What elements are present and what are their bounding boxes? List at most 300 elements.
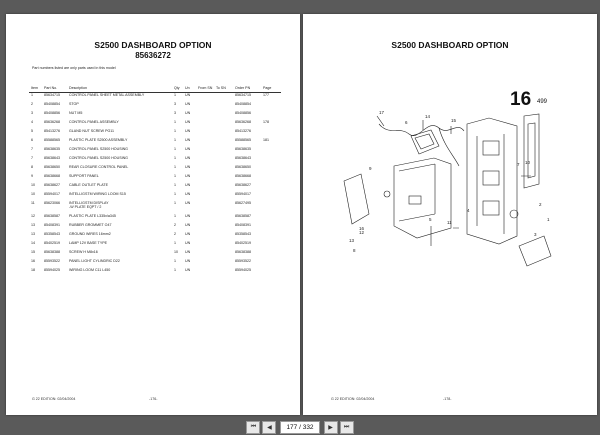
cell-description-text: PLASTIC PLATE L335x/a345 xyxy=(69,214,116,218)
panel-frame-shape xyxy=(467,118,517,244)
cell-description xyxy=(67,250,172,259)
cell-un xyxy=(183,268,196,277)
cell-from-sn xyxy=(196,223,214,232)
cell-to-sn xyxy=(214,138,233,147)
cell-qty xyxy=(172,147,183,156)
col-to-sn: To SN xyxy=(214,84,233,93)
cell-order-pn xyxy=(233,165,261,174)
cell-page-text: 177 xyxy=(263,93,269,97)
cell-qty xyxy=(172,214,183,223)
cell-order-pn-text: 85627495 xyxy=(235,201,251,205)
table-row xyxy=(29,93,281,103)
cell-order-pn-text: 85636268 xyxy=(235,120,251,124)
cell-order-pn xyxy=(233,250,261,259)
cell-item-text: 7 xyxy=(31,147,33,151)
cell-item xyxy=(29,174,42,183)
cell-order-pn-text: 85638388 xyxy=(235,250,251,254)
cell-item xyxy=(29,165,42,174)
cell-part-no xyxy=(42,93,67,103)
cell-qty-text: 1 xyxy=(174,241,176,245)
cell-part-no xyxy=(42,250,67,259)
cell-description-text: PANEL LIGHT CYLINDRIC D22 xyxy=(69,259,120,263)
prev-page-button[interactable] xyxy=(262,421,276,434)
prev-page-icon: ◀ xyxy=(267,424,272,431)
cell-page xyxy=(261,183,281,192)
figure-number: 16 xyxy=(510,89,532,110)
cell-qty xyxy=(172,232,183,241)
cell-description xyxy=(67,214,172,223)
col-order-pn: Order PN xyxy=(233,84,261,93)
cell-item-text: 18 xyxy=(31,268,35,272)
cell-description-text: INTELLIGSTM DISPLAY xyxy=(69,201,109,205)
cell-description-text: CABLE OUTLET PLATE xyxy=(69,183,109,187)
cell-un-text: UN xyxy=(185,268,191,272)
cell-part-no xyxy=(42,165,67,174)
cell-un xyxy=(183,138,196,147)
cell-order-pn xyxy=(233,201,261,214)
cell-item-text: 11 xyxy=(31,201,35,205)
cell-description-text: GROUND WIRES 16mm2 xyxy=(69,232,111,236)
cell-un-text: UN xyxy=(185,147,191,151)
cell-order-pn-text: 85408856 xyxy=(235,111,251,115)
cell-qty xyxy=(172,111,183,120)
cell-order-pn xyxy=(233,120,261,129)
cell-un-text: UN xyxy=(185,250,191,254)
cell-description xyxy=(67,268,172,277)
cell-description xyxy=(67,259,172,268)
table-row xyxy=(29,138,281,147)
callout-label: 6 xyxy=(405,120,408,125)
cell-to-sn xyxy=(214,192,233,201)
cell-description-text: RUBBER GROMMET O47 xyxy=(69,223,112,227)
callout-label: 4 xyxy=(467,208,470,213)
cell-description xyxy=(67,156,172,165)
cell-un-text: UN xyxy=(185,111,191,115)
cell-from-sn xyxy=(196,93,214,103)
cell-to-sn xyxy=(214,165,233,174)
cell-item-text: 5 xyxy=(31,129,33,133)
cell-qty-text: 1 xyxy=(174,268,176,272)
cell-page xyxy=(261,201,281,214)
cell-part-no-text: 85623066 xyxy=(44,201,60,205)
first-page-button[interactable] xyxy=(246,421,260,434)
cell-item-text: 9 xyxy=(31,174,33,178)
cell-qty-text: 1 xyxy=(174,120,176,124)
cell-un-text: UN xyxy=(185,174,191,178)
cell-un xyxy=(183,223,196,232)
cell-from-sn xyxy=(196,165,214,174)
cell-qty xyxy=(172,241,183,250)
cell-part-no-text: 85408391 xyxy=(44,223,60,227)
cell-description xyxy=(67,102,172,111)
cell-part-no-text: 85638668 xyxy=(44,174,60,178)
cell-to-sn xyxy=(214,102,233,111)
callout-label: 5 xyxy=(429,217,432,222)
cell-from-sn xyxy=(196,214,214,223)
cell-order-pn xyxy=(233,259,261,268)
display-shape xyxy=(411,130,439,154)
cell-from-sn xyxy=(196,268,214,277)
callout-label: 2 xyxy=(539,202,542,207)
cell-part-no-text: 85408856 xyxy=(44,111,60,115)
cell-page xyxy=(261,259,281,268)
control-housing-shape xyxy=(394,158,451,238)
cell-un xyxy=(183,165,196,174)
cell-description-text: SCREW H M8x16 xyxy=(69,250,98,254)
cell-item xyxy=(29,192,42,201)
cell-part-no-text: 85594025 xyxy=(44,268,60,272)
callout-label: 8 xyxy=(353,248,356,253)
table-row xyxy=(29,102,281,111)
cell-to-sn xyxy=(214,111,233,120)
callout-label: 14 xyxy=(425,114,431,119)
cell-part-no-text: 85593522 xyxy=(44,259,60,263)
cell-item-text: 14 xyxy=(31,241,35,245)
cell-part-no xyxy=(42,156,67,165)
cell-qty-text: 3 xyxy=(174,102,176,106)
cell-description-text: NUT M5 xyxy=(69,111,83,115)
cell-part-no-text: 85358543 xyxy=(44,232,60,236)
cell-qty-text: 1 xyxy=(174,259,176,263)
cell-order-pn-text: 85634715 xyxy=(235,93,251,97)
cell-description-text: CONTROL PANEL S2500 HOUSING xyxy=(69,147,128,151)
cell-un xyxy=(183,147,196,156)
cell-order-pn xyxy=(233,129,261,138)
cell-un-text: UN xyxy=(185,165,191,169)
cell-item-text: 6 xyxy=(31,138,33,142)
col-un: Un xyxy=(183,84,196,93)
cell-un-text: UN xyxy=(185,138,191,142)
cell-order-pn-text: 85594017 xyxy=(235,192,251,196)
cell-un xyxy=(183,174,196,183)
cell-un xyxy=(183,102,196,111)
cell-qty-text: 1 xyxy=(174,93,176,97)
cell-qty xyxy=(172,192,183,201)
cell-item xyxy=(29,183,42,192)
cell-un xyxy=(183,192,196,201)
cell-un-text: UN xyxy=(185,259,191,263)
cell-part-no-text: 85594017 xyxy=(44,192,60,196)
cell-item xyxy=(29,201,42,214)
cell-order-pn xyxy=(233,156,261,165)
cell-un-text: UN xyxy=(185,241,191,245)
cell-qty-text: 10 xyxy=(174,250,178,254)
cell-qty xyxy=(172,250,183,259)
cell-part-no xyxy=(42,192,67,201)
cell-order-pn-text: 85358543 xyxy=(235,232,251,236)
cell-page xyxy=(261,138,281,147)
cell-order-pn xyxy=(233,183,261,192)
cell-un xyxy=(183,259,196,268)
table-row xyxy=(29,241,281,250)
cell-un xyxy=(183,241,196,250)
last-page-icon: ⏭ xyxy=(343,423,350,430)
cell-to-sn xyxy=(214,232,233,241)
cell-part-no-text: 85408854 xyxy=(44,102,60,106)
cell-from-sn xyxy=(196,201,214,214)
cell-un-text: UN xyxy=(185,192,191,196)
col-part-no: Part No. xyxy=(42,84,67,93)
cell-qty xyxy=(172,201,183,214)
cell-item-text: 16 xyxy=(31,259,35,263)
cell-page xyxy=(261,93,281,103)
cell-to-sn xyxy=(214,268,233,277)
cell-item-text: 13 xyxy=(31,232,35,236)
cell-page-text: 181 xyxy=(263,138,269,142)
cell-part-no-text: 85413276 xyxy=(44,129,60,133)
cell-part-no xyxy=(42,111,67,120)
cell-page xyxy=(261,129,281,138)
callout-label: 16 xyxy=(359,226,365,231)
cell-qty-text: 1 xyxy=(174,165,176,169)
cell-page xyxy=(261,250,281,259)
cell-item-text: 10 xyxy=(31,192,35,196)
cell-item-text: 3 xyxy=(31,111,33,115)
cell-order-pn xyxy=(233,268,261,277)
cell-order-pn-text: 85402519 xyxy=(235,241,251,245)
cell-qty xyxy=(172,223,183,232)
col-qty: Qty xyxy=(172,84,183,93)
cell-item xyxy=(29,223,42,232)
cell-from-sn xyxy=(196,241,214,250)
cell-item-text: 4 xyxy=(31,120,33,124)
cell-description xyxy=(67,183,172,192)
right-page xyxy=(303,14,597,415)
cell-qty-text: 1 xyxy=(174,156,176,160)
cell-order-pn xyxy=(233,232,261,241)
cell-qty xyxy=(172,174,183,183)
next-page-button[interactable] xyxy=(324,421,338,434)
figure-sub-number: 499 xyxy=(537,99,548,105)
cell-from-sn xyxy=(196,129,214,138)
cell-part-no xyxy=(42,120,67,129)
cell-item xyxy=(29,259,42,268)
callout-label: 13 xyxy=(349,238,355,243)
cell-description xyxy=(67,174,172,183)
cell-part-no xyxy=(42,201,67,214)
cell-qty-text: 2 xyxy=(174,223,176,227)
cell-order-pn-text: 85638668 xyxy=(235,174,251,178)
first-page-icon: ⏮ xyxy=(250,423,257,430)
parts-note: Part numbers listed are only parts used in this model xyxy=(32,66,116,70)
cell-item xyxy=(29,93,42,103)
cell-description-text: WIRING LOOM C11 L450 xyxy=(69,268,111,272)
callout-label: 12 xyxy=(359,230,365,235)
cell-from-sn xyxy=(196,174,214,183)
footer-page-number: -178- xyxy=(443,397,452,401)
cell-un xyxy=(183,201,196,214)
cell-order-pn-text: 85408854 xyxy=(235,102,251,106)
cell-qty-text: 1 xyxy=(174,129,176,133)
callout-label: 9 xyxy=(369,166,372,171)
cell-part-no xyxy=(42,138,67,147)
cell-un xyxy=(183,129,196,138)
parts-table-header xyxy=(29,84,281,93)
cell-order-pn xyxy=(233,192,261,201)
table-row xyxy=(29,174,281,183)
cell-part-no-text: 85636268 xyxy=(44,120,60,124)
cell-description xyxy=(67,129,172,138)
cell-page xyxy=(261,268,281,277)
cell-page xyxy=(261,174,281,183)
cell-from-sn xyxy=(196,138,214,147)
cell-from-sn xyxy=(196,250,214,259)
cell-from-sn xyxy=(196,111,214,120)
cell-from-sn xyxy=(196,120,214,129)
cell-part-no-text: 85402519 xyxy=(44,241,60,245)
cell-part-no xyxy=(42,129,67,138)
cell-description xyxy=(67,241,172,250)
cell-item-text: 12 xyxy=(31,214,35,218)
cell-part-no xyxy=(42,268,67,277)
cell-from-sn xyxy=(196,192,214,201)
col-page: Page xyxy=(261,84,281,93)
cell-page-text: 178 xyxy=(263,120,269,124)
cell-un xyxy=(183,93,196,103)
cell-item-text: 15 xyxy=(31,250,35,254)
cell-description xyxy=(67,147,172,156)
cell-un-text: UN xyxy=(185,232,191,236)
cell-description-text: CONTROL PANEL SHEET METAL ASSEMBLY xyxy=(69,93,145,97)
table-row xyxy=(29,223,281,232)
table-row xyxy=(29,165,281,174)
cell-to-sn xyxy=(214,183,233,192)
cell-page xyxy=(261,111,281,120)
cell-description-text: GLAND NUT SCREW PG11 xyxy=(69,129,114,133)
cell-description-text: STOP xyxy=(69,102,79,106)
cell-item-text: 7 xyxy=(31,156,33,160)
cell-item-text: 2 xyxy=(31,102,33,106)
cell-page xyxy=(261,192,281,201)
table-row xyxy=(29,268,281,277)
cell-part-no-text: 85588565 xyxy=(44,138,60,142)
cell-un-text: UN xyxy=(185,93,191,97)
cell-item xyxy=(29,268,42,277)
cell-un-text: UN xyxy=(185,214,191,218)
table-row xyxy=(29,214,281,223)
cell-part-no-text: 85638635 xyxy=(44,147,60,151)
cell-qty xyxy=(172,259,183,268)
page-indicator[interactable]: 177 / 332 xyxy=(280,421,319,434)
cell-page xyxy=(261,120,281,129)
cell-order-pn xyxy=(233,174,261,183)
cell-qty xyxy=(172,93,183,103)
cell-item-text: 1 xyxy=(31,93,33,97)
table-row xyxy=(29,156,281,165)
cell-page xyxy=(261,147,281,156)
cell-to-sn xyxy=(214,250,233,259)
page-navigation-toolbar xyxy=(0,419,600,435)
cell-order-pn-text: 85594025 xyxy=(235,268,251,272)
cell-part-no-text: 85638650 xyxy=(44,165,60,169)
cell-order-pn xyxy=(233,138,261,147)
cell-un-text: UN xyxy=(185,201,191,205)
cell-order-pn-text: 85413276 xyxy=(235,129,251,133)
cell-order-pn xyxy=(233,223,261,232)
cell-part-no-text: 85634715 xyxy=(44,93,60,97)
cell-page xyxy=(261,102,281,111)
cell-un xyxy=(183,250,196,259)
description-subline: -W PLATE EQPT / 2 xyxy=(69,205,102,209)
cell-item xyxy=(29,232,42,241)
cell-un-text: UN xyxy=(185,183,191,187)
cell-description xyxy=(67,93,172,103)
cable-outlet-plate-shape xyxy=(519,236,551,266)
cell-order-pn xyxy=(233,102,261,111)
table-row xyxy=(29,192,281,201)
footer-page-number: -176- xyxy=(149,397,158,401)
cell-part-no xyxy=(42,223,67,232)
cell-to-sn xyxy=(214,174,233,183)
cell-qty-text: 1 xyxy=(174,174,176,178)
callout-label: 15 xyxy=(451,118,457,123)
cell-to-sn xyxy=(214,93,233,103)
cell-qty xyxy=(172,129,183,138)
cell-qty xyxy=(172,183,183,192)
cell-page xyxy=(261,156,281,165)
cell-page xyxy=(261,165,281,174)
cell-from-sn xyxy=(196,156,214,165)
cell-order-pn xyxy=(233,214,261,223)
cell-order-pn xyxy=(233,93,261,103)
cell-part-no xyxy=(42,102,67,111)
cell-order-pn-text: 85588565 xyxy=(235,138,251,142)
page-title: S2500 DASHBOARD OPTION xyxy=(94,40,212,50)
cell-part-no-text: 85638388 xyxy=(44,250,60,254)
table-row xyxy=(29,183,281,192)
callout-label: 11 xyxy=(447,220,452,225)
table-row xyxy=(29,232,281,241)
cell-un xyxy=(183,214,196,223)
cell-item xyxy=(29,120,42,129)
cell-order-pn-text: 85638650 xyxy=(235,165,251,169)
cell-un-text: UN xyxy=(185,156,191,160)
cell-part-no xyxy=(42,259,67,268)
last-page-button[interactable] xyxy=(340,421,354,434)
cell-order-pn-text: 85408391 xyxy=(235,223,251,227)
cell-to-sn xyxy=(214,156,233,165)
cell-description xyxy=(67,223,172,232)
cell-description xyxy=(67,111,172,120)
cell-to-sn xyxy=(214,214,233,223)
cell-part-no xyxy=(42,214,67,223)
cell-part-no xyxy=(42,147,67,156)
cell-description-text: PLASTIC PLATE S2500 ASSEMBLY xyxy=(69,138,128,142)
cell-order-pn-text: 85593522 xyxy=(235,259,251,263)
cell-item xyxy=(29,138,42,147)
cell-part-no xyxy=(42,183,67,192)
table-row xyxy=(29,147,281,156)
table-row xyxy=(29,129,281,138)
cell-page xyxy=(261,241,281,250)
cell-order-pn xyxy=(233,147,261,156)
cell-part-no xyxy=(42,241,67,250)
cell-un xyxy=(183,156,196,165)
cell-item-text: 10 xyxy=(31,183,35,187)
cell-order-pn-text: 85638587 xyxy=(235,214,251,218)
cell-page xyxy=(261,232,281,241)
cell-from-sn xyxy=(196,147,214,156)
cell-qty-text: 1 xyxy=(174,138,176,142)
col-from-sn: From SN xyxy=(196,84,214,93)
cell-from-sn xyxy=(196,183,214,192)
cell-description-text: LAMP 12V BASE TYPE xyxy=(69,241,108,245)
cell-item xyxy=(29,111,42,120)
cell-to-sn xyxy=(214,147,233,156)
table-row xyxy=(29,111,281,120)
page-title: S2500 DASHBOARD OPTION xyxy=(391,40,509,50)
cell-qty xyxy=(172,102,183,111)
